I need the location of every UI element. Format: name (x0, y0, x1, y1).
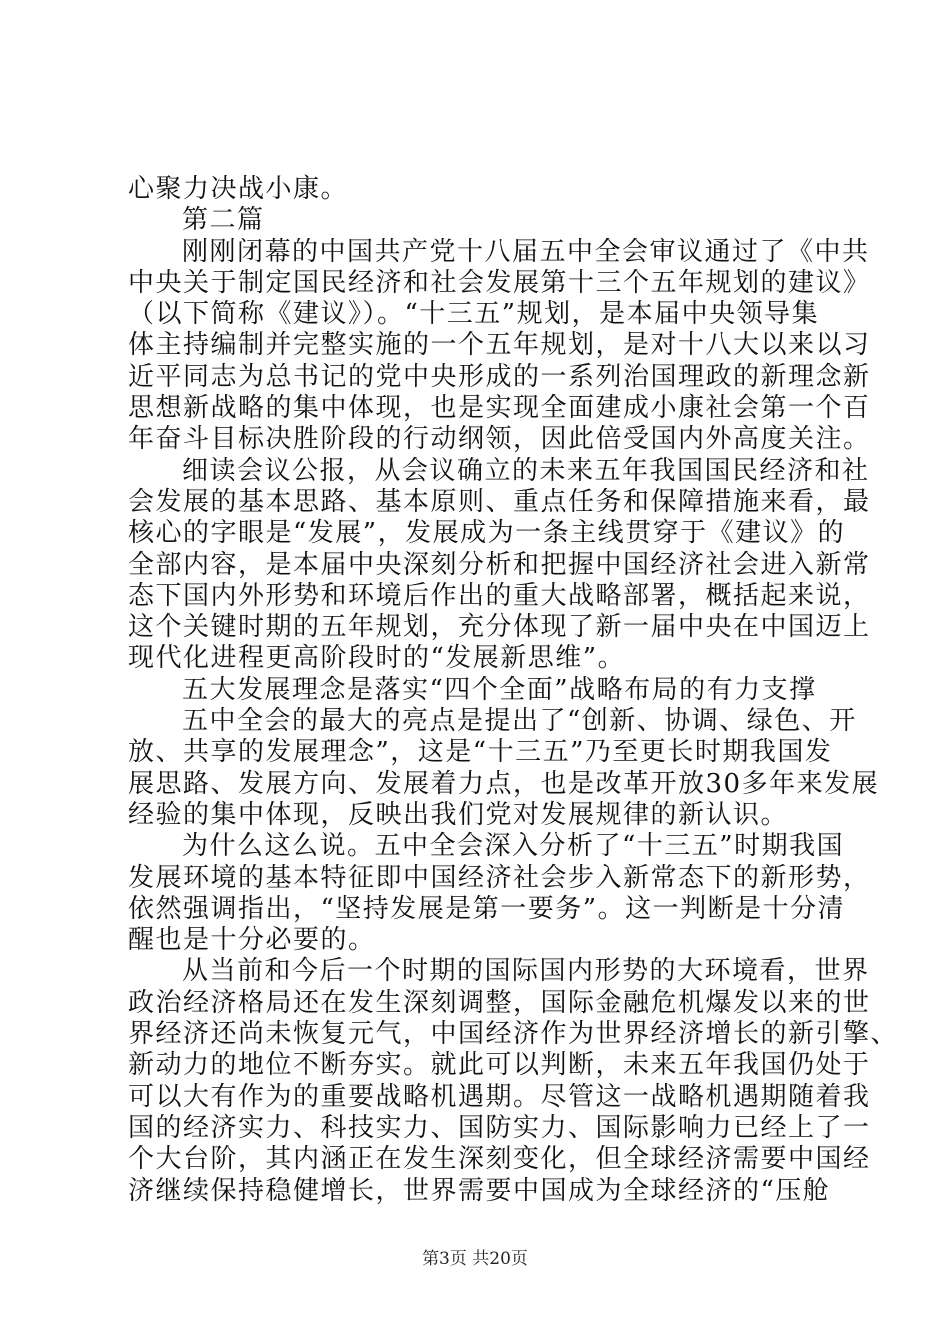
text-line: 国的经济实力、科技实力、国防实力、国际影响力已经上了一 (128, 1112, 871, 1143)
text-line: 现代化进程更高阶段时的“发展新思维”。 (128, 643, 626, 674)
text-line: 刚刚闭幕的中国共产党十八届五中全会审议通过了《中共 (182, 236, 870, 267)
text-line: 近平同志为总书记的党中央形成的一系列治国理政的新理念新 (128, 361, 871, 392)
text-line: 可以大有作为的重要战略机遇期。尽管这一战略机遇期随着我 (128, 1081, 871, 1112)
text-line: 从当前和今后一个时期的国际国内形势的大环境看，世界 (182, 956, 870, 987)
text-line: 年奋斗目标决胜阶段的行动纲领，因此倍受国内外高度关注。 (128, 424, 871, 455)
text-line: 态下国内外形势和环境后作出的重大战略部署，概括起来说， (128, 580, 871, 611)
text-line: 经验的集中体现，反映出我们党对发展规律的新认识。 (128, 799, 789, 830)
text-line: 这个关键时期的五年规划，充分体现了新一届中央在中国迈上 (128, 612, 871, 643)
text-line: 中央关于制定国民经济和社会发展第十三个五年规划的建议》 (128, 267, 871, 298)
page-footer: 第3页 共20页 (422, 1249, 528, 1269)
text-line: 心聚力决战小康。 (128, 174, 349, 204)
text-line: 核心的字眼是“发展”，发展成为一条主线贯穿于《建议》的 (128, 518, 846, 549)
text-line: 济继续保持稳健增长，世界需要中国成为全球经济的“压舱 (128, 1175, 831, 1206)
section-heading: 第二篇 (182, 205, 265, 236)
text-line: 思想新战略的集中体现，也是实现全面建成小康社会第一个百 (128, 393, 871, 424)
text-line: 政治经济格局还在发生深刻调整，国际金融危机爆发以来的世 (128, 987, 871, 1018)
text-line: 放、共享的发展理念”，这是“十三五”乃至更长时期我国发 (128, 737, 833, 768)
text-line: 新动力的地位不断夯实。就此可以判断，未来五年我国仍处于 (128, 1050, 871, 1081)
text-line: 个大台阶，其内涵正在发生深刻变化，但全球经济需要中国经 (128, 1144, 871, 1175)
text-line: 醒也是十分必要的。 (128, 925, 376, 956)
subheading: 五大发展理念是落实“四个全面”战略布局的有力支撑 (182, 674, 817, 705)
text-line: （以下简称《建议》）。“十三五”规划，是本届中央领导集 (128, 299, 820, 330)
text-line: 会发展的基本思路、基本原则、重点任务和保障措施来看，最 (128, 486, 871, 517)
text-line: 体主持编制并完整实施的一个五年规划，是对十八大以来以习 (128, 330, 871, 361)
text-line: 发展环境的基本特征即中国经济社会步入新常态下的新形势， (128, 862, 871, 893)
text-line: 五中全会的最大的亮点是提出了“创新、协调、绿色、开 (182, 706, 857, 737)
text-line: 为什么这么说。五中全会深入分析了“十三五”时期我国 (182, 831, 845, 862)
text-line: 全部内容，是本届中央深刻分析和把握中国经济社会进入新常 (128, 549, 871, 580)
text-line: 细读会议公报，从会议确立的未来五年我国国民经济和社 (182, 455, 870, 486)
text-line: 依然强调指出，“坚持发展是第一要务”。这一判断是十分清 (128, 893, 846, 924)
body-text (128, 174, 899, 1207)
text-line: 界经济还尚未恢复元气，中国经济作为世界经济增长的新引擎、 (128, 1019, 899, 1050)
text-line: 展思路、发展方向、发展着力点，也是改革开放30多年来发展 (128, 768, 880, 799)
